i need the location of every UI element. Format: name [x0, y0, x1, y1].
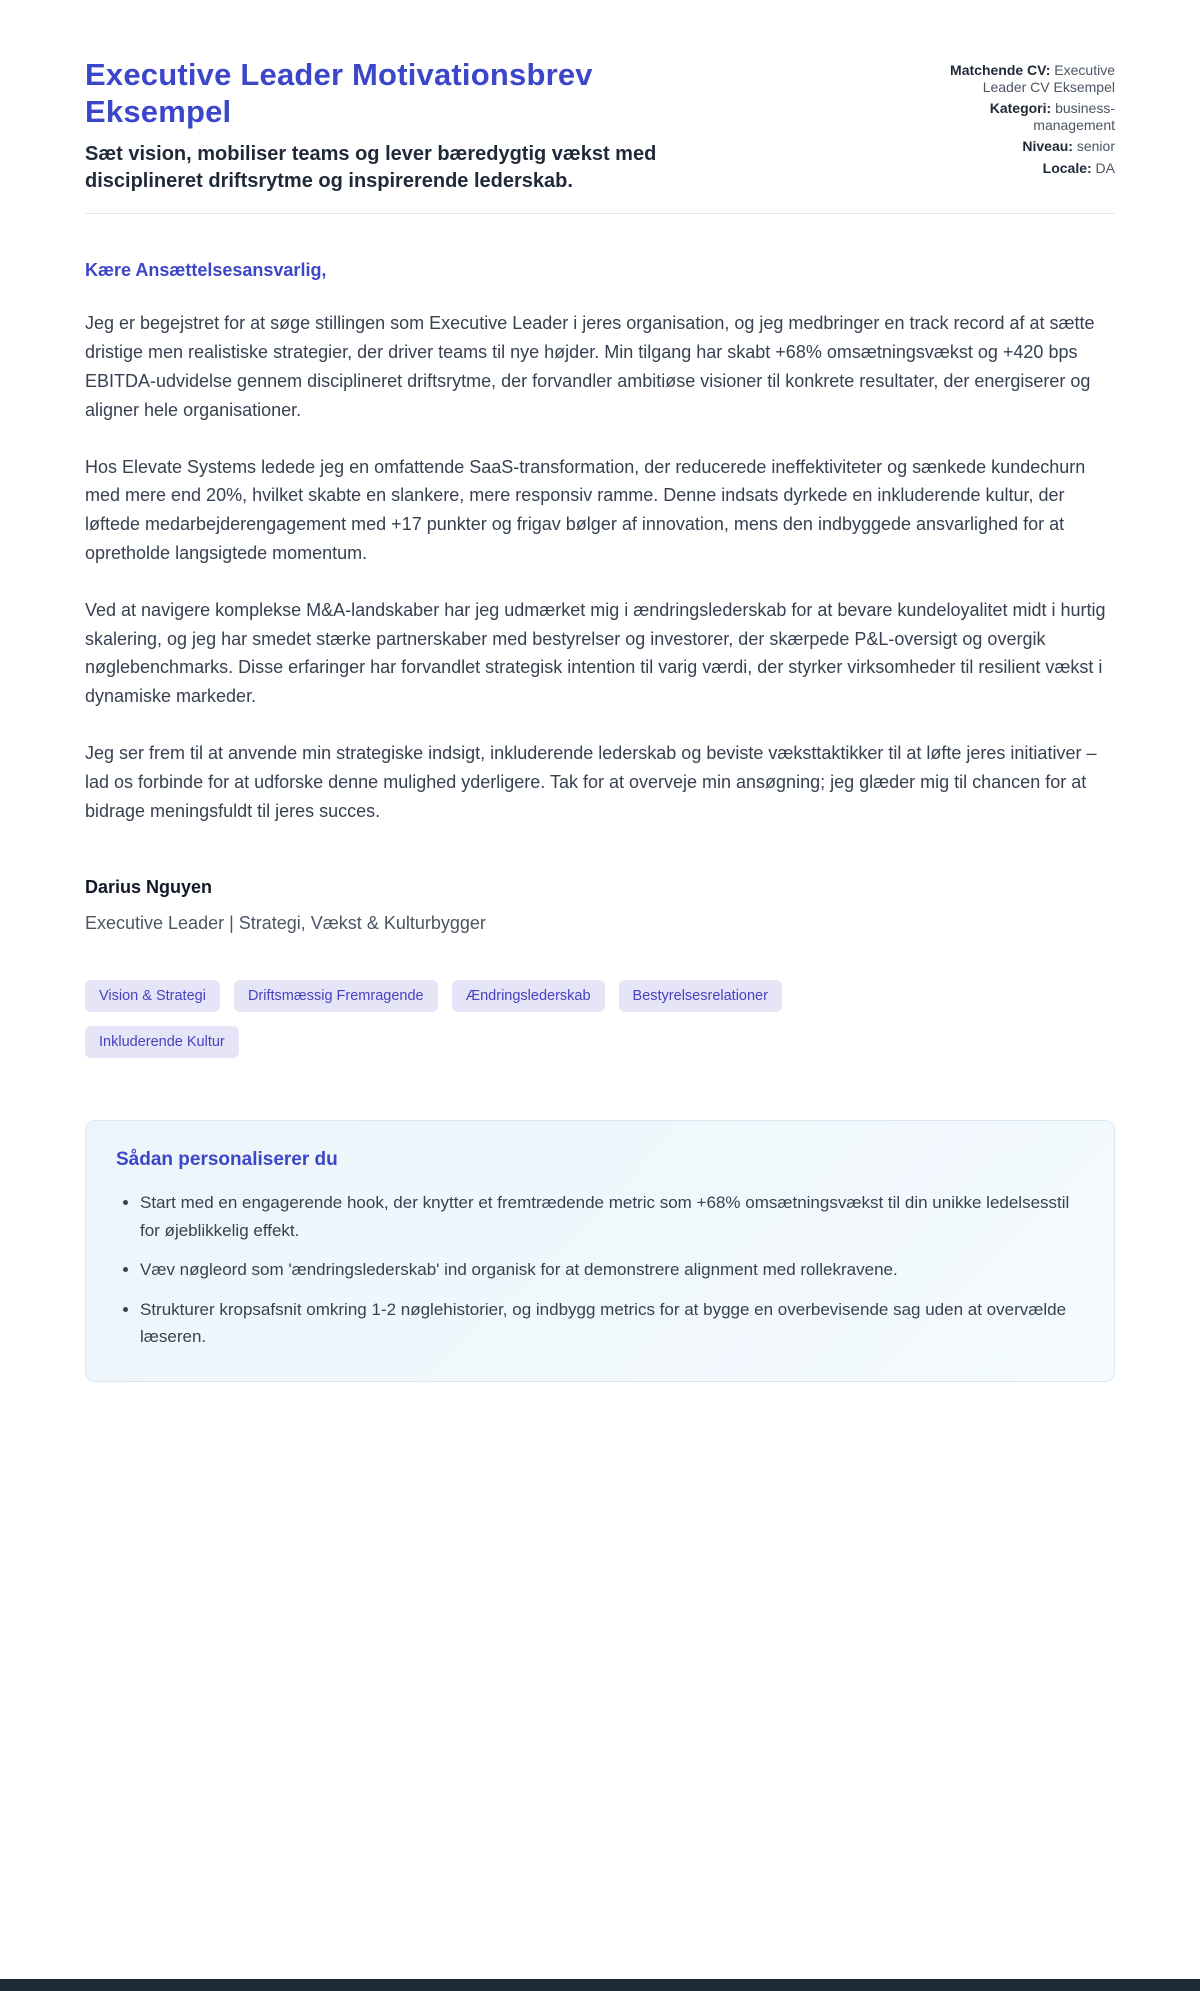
skill-tags — [85, 980, 905, 1058]
tips-title: Sådan personaliserer du — [116, 1149, 338, 1171]
page-subtitle: Sæt vision, mobiliser teams og lever bæredygtig vækst med disciplineret driftsrytme og inspirerende lederskab. — [85, 143, 657, 193]
personalization-tips-box — [85, 1120, 1115, 1382]
meta-locale — [945, 160, 1115, 177]
header-titles — [85, 56, 665, 195]
meta-category-label: Kategori: — [989, 100, 1052, 117]
salutation: Kære Ansættelsesansvarlig, — [85, 260, 327, 281]
meta-matching-cv-label: Matchende CV: — [950, 62, 1051, 78]
letter-paragraph-1: Jeg er begejstret for at søge stillingen som Executive Leader i jeres organisation, og jeg medbringer en track record af at sætte dristige men realistiske strategier, der driver teams til nye højder. Min tilgang har skabt +68% omsætningsvækst og +420 bps EBITDA-udvidelse gennem disciplineret driftsrytme, der forvandler ambitiøse visioner til konkrete resultater, der energiserer og aligner hele organisationer. — [85, 313, 1095, 420]
skill-tag-inkluderende-kultur: Inkluderende Kultur — [85, 1026, 239, 1058]
meta-category — [945, 100, 1115, 133]
meta-panel — [945, 56, 1115, 181]
skill-tag-vision-strategi: Vision & Strategi — [85, 980, 220, 1012]
signature-name: Darius Nguyen — [85, 877, 213, 898]
letter-body — [85, 260, 1115, 934]
letter-paragraph-2: Hos Elevate Systems ledede jeg en omfattende SaaS-transformation, der reducerede ineffektiviteter og sænkede kundechurn med mere end 20%, hvilket skabte en slankere, mere responsiv ramme. Denne indsats dyrkede en inkluderende kultur, der løftede medarbejderengagement med +17 punkter og frigav bølger af innovation, mens den indbyggede ansvarlighed for at opretholde langsigtede momentum. — [85, 456, 1086, 563]
meta-matching-cv-value: Executive Leader CV Eksempel — [982, 62, 1115, 95]
meta-level-value: senior — [1076, 138, 1115, 155]
signature-title: Executive Leader | Strategi, Vækst & Kulturbygger — [85, 913, 486, 934]
skill-tag-bestyrelsesrelationer: Bestyrelsesrelationer — [619, 980, 782, 1012]
meta-level-label: Niveau: — [1022, 138, 1073, 155]
meta-category-value: business-management — [1033, 100, 1115, 133]
letter-paragraph-3: Ved at navigere komplekse M&A-landskaber har jeg udmærket mig i ændringslederskab for at bevare kundeloyalitet midt i hurtig skalering, og jeg har smedet stærke partnerskaber med bestyrelser og investorer, der skærpede P&L-oversigt og overgik nøglebenchmarks. Disse erfaringer har forvandlet strategisk intention til varig værdi, der styrker virksomheder til resilient vækst i dynamiske markeder. — [85, 599, 1106, 707]
footer-bar — [0, 1979, 1200, 1991]
skill-tag-aendringslederskab: Ændringslederskab — [452, 980, 605, 1012]
tip-item-3: • Strukturer kropsafsnit omkring 1-2 nøglehistorier, og indbygg metrics for at bygge en overbevisende sag uden at overvælde læseren. — [140, 1296, 1084, 1351]
meta-locale-value: DA — [1095, 159, 1115, 176]
letter-paragraph-4: Jeg ser frem til at anvende min strategiske indsigt, inkluderende lederskab og beviste væksttaktikker til at løfte jeres initiativer – lad os forbinde for at udforske denne mulighed yderligere. Tak for at overveje min ansøgning; jeg glæder mig til chancen for at bidrage meningsfuldt til jeres succes. — [85, 742, 1097, 821]
header — [85, 56, 1115, 214]
meta-level — [945, 138, 1115, 155]
tip-item-2: • Væv nøgleord som 'ændringslederskab' ind organisk for at demonstrere alignment med rollekravene. — [140, 1256, 1084, 1284]
page-title: Executive Leader Motivationsbrev Eksempel — [85, 57, 593, 130]
skill-tag-driftsmaessig-fremragende: Driftsmæssig Fremragende — [234, 980, 438, 1012]
meta-locale-label: Locale: — [1042, 159, 1092, 176]
meta-matching-cv — [945, 62, 1115, 95]
tip-item-1: • Start med en engagerende hook, der knytter et fremtrædende metric som +68% omsætningsvækst til din unikke ledelsesstil for øjeblikkelig effekt. — [140, 1189, 1084, 1244]
tips-list — [116, 1189, 1084, 1351]
